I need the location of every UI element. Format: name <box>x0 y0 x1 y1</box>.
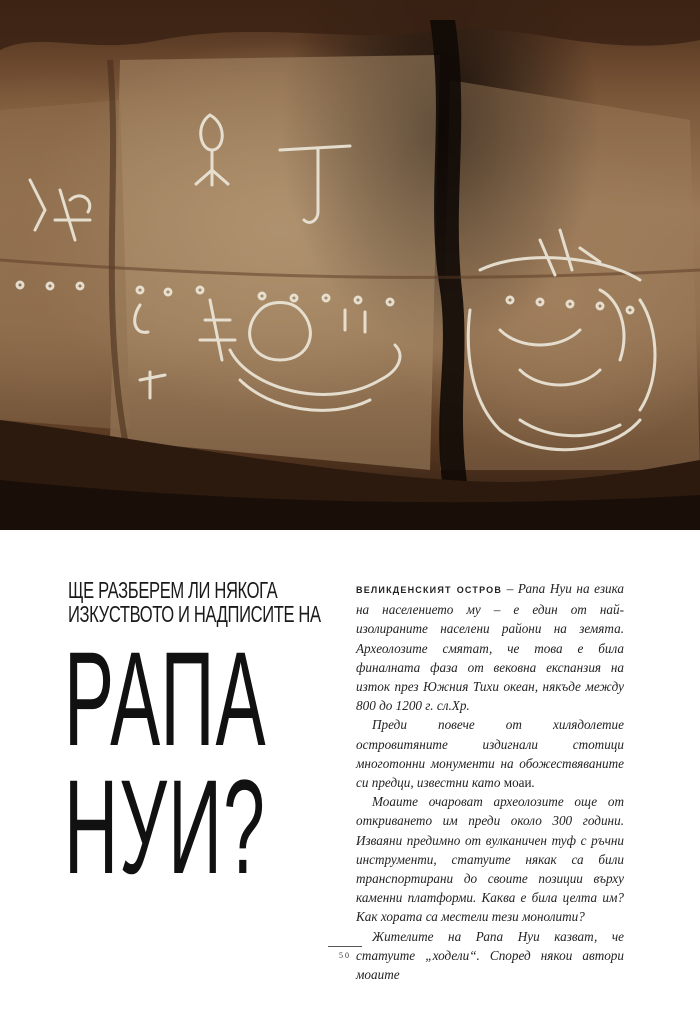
page-number: 50 <box>339 951 351 960</box>
headline-title-line-2: НУИ? <box>64 753 267 902</box>
article-term-moai: моаи <box>503 775 532 791</box>
article-paragraph-1-text: Рапа Нуи на езика на населението му – е един от най-изолираните населени райони на земята. Археолозите смятат, че това е била финалната фаза от вековна експанзия на изток през Южния Тихи океан, някъде между 800 до 1200 г. сл.Хр. <box>356 581 625 714</box>
article-paragraph-3: Моаите очароват археолозите още от откриването им преди около 300 години. Изваяни предимно от вулканичен туф с ръчни инструменти, статуите някак са били транспортирани до своите позиции върху каменни платформи. Каква е била целта им? Как хората са местели тези монолити? <box>356 794 624 925</box>
article-body <box>356 579 624 984</box>
article-paragraph-2-end: . <box>531 775 535 791</box>
article-paragraph-4: Жителите на Рапа Нуи казват, че статуите „ходели“. Според някои автори моаите <box>356 928 624 983</box>
article-lead: ВЕЛИКДЕНСКИЯТ ОСТРОВ <box>356 585 503 595</box>
article-paragraph-1 <box>356 579 624 715</box>
article-lead-dash: – <box>502 581 518 596</box>
headline-title-line-1: РАПА <box>64 625 267 774</box>
headline-kicker-line-2: ИЗКУСТВОТО И НАДПИСИТЕ НА <box>68 601 321 627</box>
headline-title <box>64 625 267 902</box>
page-number-rule <box>328 946 362 947</box>
article-paragraph-2-text: Преди повече от хилядолетие островитяните издигнали стотици многотонни монументи на обожествяваните си предци, известни като <box>356 717 624 791</box>
headline-kicker <box>68 577 321 627</box>
headline-kicker-line-1: ЩЕ РАЗБЕРЕМ ЛИ НЯКОГА <box>68 577 278 603</box>
article-paragraph-2 <box>356 715 624 792</box>
